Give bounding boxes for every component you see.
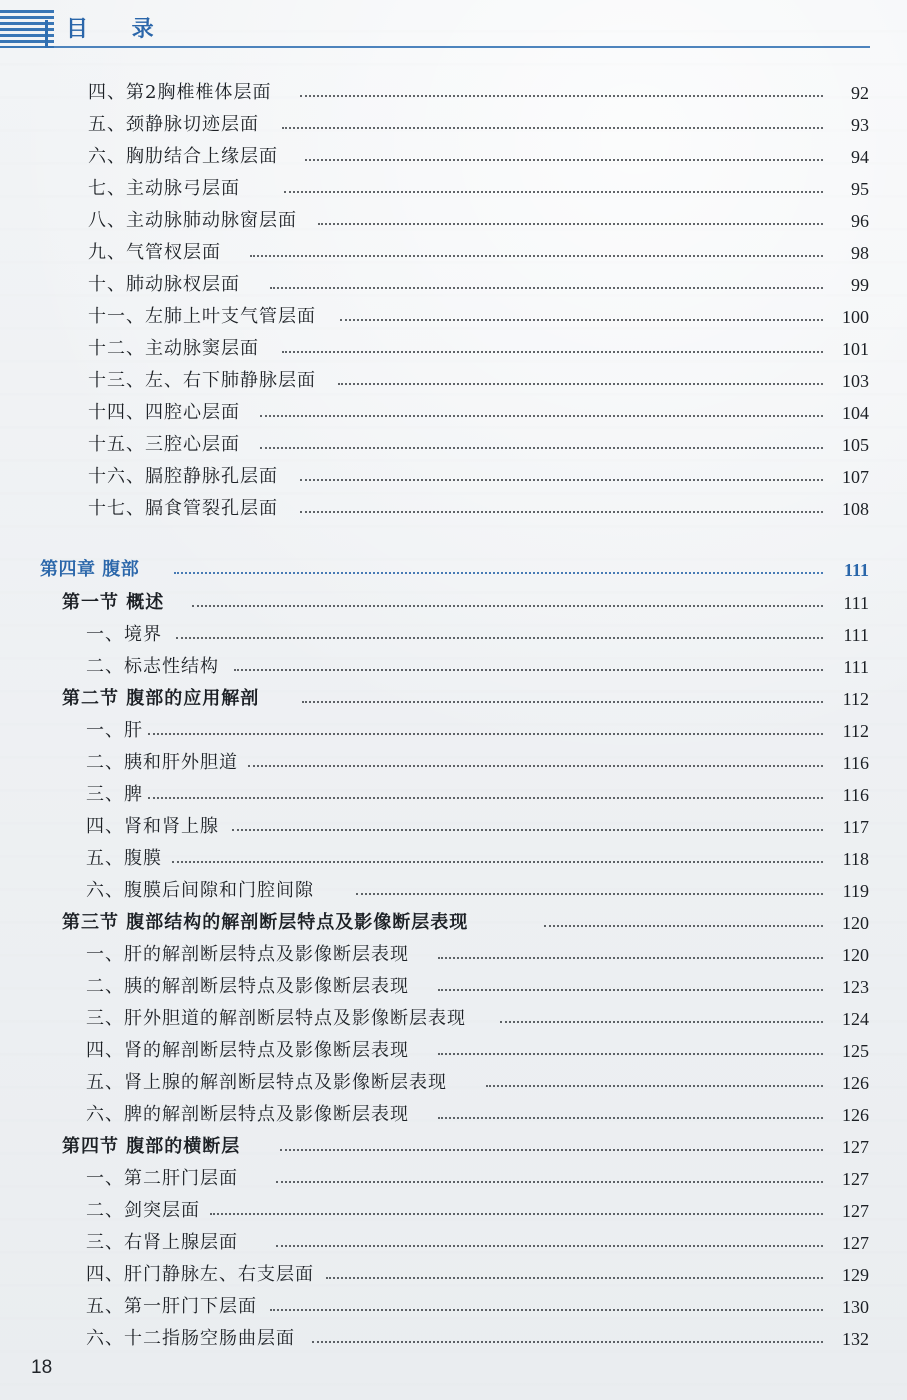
toc-item[interactable]: [0, 845, 907, 873]
dot-leader: [260, 415, 823, 419]
toc-section-label: 第二节 腹部的应用解剖: [62, 688, 260, 709]
toc-item-label: 五、肾上腺的解剖断层特点及影像断层表现: [86, 1072, 447, 1093]
toc-item-label: 一、肝: [86, 720, 143, 741]
dot-leader: [270, 287, 823, 291]
toc-item-label: 一、第二肝门层面: [86, 1168, 238, 1189]
toc-item[interactable]: [0, 175, 907, 203]
toc-item-label: 十一、左肺上叶支气管层面: [88, 306, 316, 327]
dot-leader: [234, 669, 823, 673]
toc-item-page: 93: [851, 115, 869, 135]
dot-leader: [148, 733, 823, 737]
toc-item-label: 六、脾的解剖断层特点及影像断层表现: [86, 1104, 409, 1125]
page-title: 目 录: [66, 17, 172, 42]
toc-chapter[interactable]: [0, 556, 907, 584]
toc-item-page: 127: [842, 1201, 869, 1221]
dot-leader: [438, 1117, 823, 1121]
toc-item[interactable]: [0, 79, 907, 107]
toc-item[interactable]: [0, 1005, 907, 1033]
toc-item-label: 五、颈静脉切迹层面: [88, 114, 259, 135]
dot-leader: [232, 829, 823, 833]
dot-leader: [300, 95, 823, 99]
dot-leader: [282, 351, 823, 355]
toc-item[interactable]: [0, 1293, 907, 1321]
toc-item[interactable]: [0, 207, 907, 235]
dot-leader: [318, 223, 823, 227]
toc-item[interactable]: [0, 303, 907, 331]
toc-item-page: 100: [842, 307, 869, 327]
toc-item-label: 三、脾: [86, 784, 143, 805]
toc-item[interactable]: [0, 1069, 907, 1097]
toc-item-page: 123: [842, 977, 869, 997]
toc-item-label: 九、气管杈层面: [88, 242, 221, 263]
toc-item[interactable]: [0, 1261, 907, 1289]
toc-item[interactable]: [0, 1325, 907, 1353]
toc-chapter-page: 111: [843, 560, 869, 580]
toc-item[interactable]: [0, 1037, 907, 1065]
toc-item-page: 125: [842, 1041, 869, 1061]
toc-item-page: 99: [851, 275, 869, 295]
toc-item[interactable]: [0, 813, 907, 841]
toc-item-page: 127: [842, 1233, 869, 1253]
toc-item-page: 103: [842, 371, 869, 391]
toc-item-page: 116: [842, 753, 869, 773]
dot-leader: [500, 1021, 823, 1025]
dot-leader: [174, 572, 823, 576]
toc-item-label: 三、右肾上腺层面: [86, 1232, 238, 1253]
toc-item-page: 126: [842, 1105, 869, 1125]
toc-item-page: 94: [851, 147, 869, 167]
toc-item-label: 六、十二指肠空肠曲层面: [86, 1328, 295, 1349]
toc-item[interactable]: [0, 877, 907, 905]
toc-section[interactable]: [0, 589, 907, 617]
toc-section[interactable]: [0, 685, 907, 713]
toc-item-page: 118: [842, 849, 869, 869]
dot-leader: [192, 605, 823, 609]
toc-item[interactable]: [0, 143, 907, 171]
toc-item-label: 六、腹膜后间隙和门腔间隙: [86, 880, 314, 901]
dot-leader: [544, 925, 823, 929]
toc-item[interactable]: [0, 1165, 907, 1193]
toc-item-label: 四、肾的解剖断层特点及影像断层表现: [86, 1040, 409, 1061]
toc-section-page: 111: [843, 593, 869, 613]
dot-leader: [282, 127, 823, 131]
dot-leader: [250, 255, 823, 259]
toc-item-page: 101: [842, 339, 869, 359]
toc-section-page: 127: [842, 1137, 869, 1157]
toc-item[interactable]: [0, 973, 907, 1001]
toc-item-label: 八、主动脉肺动脉窗层面: [88, 210, 297, 231]
toc-item-page: 119: [842, 881, 869, 901]
toc-item-label: 十五、三腔心层面: [88, 434, 240, 455]
toc-item-label: 十、肺动脉杈层面: [88, 274, 240, 295]
toc-item-label: 十四、四腔心层面: [88, 402, 240, 423]
toc-section-label: 第四节 腹部的横断层: [62, 1136, 241, 1157]
dot-leader: [338, 383, 823, 387]
page-number: 18: [31, 1357, 53, 1378]
toc-section-label: 第三节 腹部结构的解剖断层特点及影像断层表现: [62, 912, 469, 933]
toc-item[interactable]: [0, 463, 907, 491]
dot-leader: [176, 637, 823, 641]
toc-section[interactable]: [0, 909, 907, 937]
dot-leader: [356, 893, 823, 897]
toc-item-label: 五、第一肝门下层面: [86, 1296, 257, 1317]
toc-item[interactable]: [0, 335, 907, 363]
toc-item-page: 124: [842, 1009, 869, 1029]
dot-leader: [305, 159, 823, 163]
toc-item-page: 127: [842, 1169, 869, 1189]
toc-item[interactable]: [0, 239, 907, 267]
toc-item-label: 一、境界: [86, 624, 162, 645]
toc-item-label: 三、肝外胆道的解剖断层特点及影像断层表现: [86, 1008, 466, 1029]
toc-item-label: 五、腹膜: [86, 848, 162, 869]
dot-leader: [260, 447, 823, 451]
toc-item[interactable]: [0, 749, 907, 777]
toc-item[interactable]: [0, 941, 907, 969]
toc-item[interactable]: [0, 653, 907, 681]
toc-item-page: 116: [842, 785, 869, 805]
toc-item-page: 130: [842, 1297, 869, 1317]
toc-item[interactable]: [0, 111, 907, 139]
dot-leader: [486, 1085, 823, 1089]
toc-item-page: 107: [842, 467, 869, 487]
toc-item[interactable]: [0, 1197, 907, 1225]
toc-item[interactable]: [0, 431, 907, 459]
dot-leader: [284, 191, 823, 195]
toc-item-label: 二、标志性结构: [86, 656, 219, 677]
toc-item-page: 117: [842, 817, 869, 837]
toc-item-label: 十三、左、右下肺静脉层面: [88, 370, 316, 391]
toc-item[interactable]: [0, 717, 907, 745]
toc-item-label: 十二、主动脉窦层面: [88, 338, 259, 359]
toc-item-page: 105: [842, 435, 869, 455]
toc-item-page: 112: [842, 721, 869, 741]
toc-item[interactable]: [0, 781, 907, 809]
toc-item-page: 96: [851, 211, 869, 231]
toc-item-page: 120: [842, 945, 869, 965]
toc-item-page: 95: [851, 179, 869, 199]
toc-item-label: 四、第2胸椎椎体层面: [88, 82, 272, 103]
toc-item[interactable]: [0, 271, 907, 299]
toc-item-page: 92: [851, 83, 869, 103]
toc-item[interactable]: [0, 367, 907, 395]
toc-item-page: 108: [842, 499, 869, 519]
dot-leader: [326, 1277, 823, 1281]
dot-leader: [438, 1053, 823, 1057]
toc-item-page: 132: [842, 1329, 869, 1349]
toc-item-page: 129: [842, 1265, 869, 1285]
toc-item[interactable]: [0, 621, 907, 649]
toc-section-label: 第一节 概述: [62, 592, 165, 613]
dot-leader: [276, 1181, 823, 1185]
toc-item-label: 六、胸肋结合上缘层面: [88, 146, 278, 167]
toc-item-label: 二、剑突层面: [86, 1200, 200, 1221]
toc-item[interactable]: [0, 1229, 907, 1257]
toc-chapter-label: 第四章 腹部: [40, 559, 140, 580]
dot-leader: [148, 797, 823, 801]
toc-item[interactable]: [0, 399, 907, 427]
toc-item-label: 二、胰和肝外胆道: [86, 752, 238, 773]
toc-item-page: 104: [842, 403, 869, 423]
dot-leader: [280, 1149, 823, 1153]
toc-item-page: 126: [842, 1073, 869, 1093]
dot-leader: [270, 1309, 823, 1313]
toc-item-label: 十六、膈腔静脉孔层面: [88, 466, 278, 487]
toc-item-page: 111: [843, 657, 869, 677]
dot-leader: [438, 957, 823, 961]
toc-item[interactable]: [0, 495, 907, 523]
toc-section-page: 120: [842, 913, 869, 933]
toc-item-page: 111: [843, 625, 869, 645]
dot-leader: [248, 765, 823, 769]
toc-item-label: 一、肝的解剖断层特点及影像断层表现: [86, 944, 409, 965]
dot-leader: [210, 1213, 823, 1217]
dot-leader: [340, 319, 823, 323]
dot-leader: [312, 1341, 823, 1345]
dot-leader: [438, 989, 823, 993]
dot-leader: [300, 511, 823, 515]
toc-section-page: 112: [842, 689, 869, 709]
toc-item-label: 四、肝门静脉左、右支层面: [86, 1264, 314, 1285]
toc-item-label: 四、肾和肾上腺: [86, 816, 219, 837]
dot-leader: [276, 1245, 823, 1249]
dot-leader: [300, 479, 823, 483]
toc-item[interactable]: [0, 1101, 907, 1129]
toc-section[interactable]: [0, 1133, 907, 1161]
toc-item-label: 七、主动脉弓层面: [88, 178, 240, 199]
dot-leader: [302, 701, 823, 705]
toc-item-label: 十七、膈食管裂孔层面: [88, 498, 278, 519]
dot-leader: [172, 861, 823, 865]
toc-item-label: 二、胰的解剖断层特点及影像断层表现: [86, 976, 409, 997]
toc-item-page: 98: [851, 243, 869, 263]
